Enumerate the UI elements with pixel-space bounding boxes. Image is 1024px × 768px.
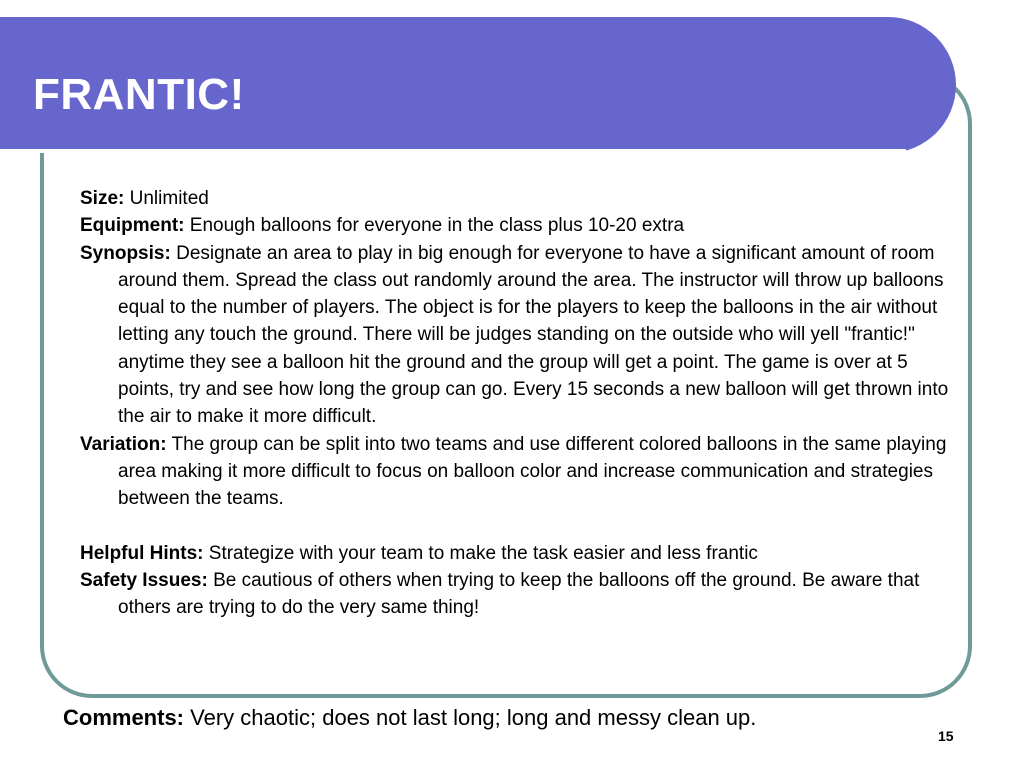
equipment-text: Enough balloons for everyone in the class plus 10-20 extra [189, 215, 685, 237]
safety-issues-label: Safety Issues: [80, 570, 208, 592]
synopsis-label: Synopsis: [80, 242, 171, 264]
size-text: Unlimited [129, 188, 209, 209]
page-number: 15 [938, 728, 954, 744]
comments-line [63, 703, 756, 733]
safety-issues-text: Be cautious of others when trying to keep the balloons off the ground. Be aware that others are trying to do the very same thing! [118, 570, 920, 619]
variation-text: The group can be split into two teams and use different colored balloons in the same playing area making it more difficult to focus on balloon color and increase communication and strategies between the teams. [118, 433, 947, 510]
size-section [80, 185, 950, 212]
title-bar [0, 17, 956, 153]
synopsis-section [80, 240, 950, 431]
title-underline [0, 149, 906, 153]
synopsis-text: Designate an area to play in big enough for everyone to have a significant amount of room around them. Spread the class out randomly around the area. The instructor will throw up balloons equal to the number of players. The object is for the players to keep the balloons in the air without letting any touch the ground. There will be judges standing on the outside who will yell "frantic!" anytime they see a balloon hit the ground and the group will get a point. The game is over at 5 points, try and see how long the group can go. Every 15 seconds a new balloon will get thrown into the air to make it more difficult. [118, 242, 949, 428]
helpful-hints-text: Strategize with your team to make the task easier and less frantic [208, 542, 758, 564]
comments-text: Very chaotic; does not last long; long and messy clean up. [190, 705, 757, 730]
helpful-hints-label: Helpful Hints: [80, 542, 204, 564]
size-label: Size: [80, 188, 125, 209]
slide-title: FRANTIC! [33, 70, 245, 119]
slide-body [80, 185, 950, 622]
helpful-hints-section [80, 540, 950, 567]
equipment-label: Equipment: [80, 215, 185, 237]
variation-section [80, 431, 950, 513]
variation-label: Variation: [80, 433, 167, 455]
comments-label: Comments: [63, 705, 185, 730]
safety-issues-section [80, 567, 950, 622]
equipment-section [80, 212, 950, 239]
